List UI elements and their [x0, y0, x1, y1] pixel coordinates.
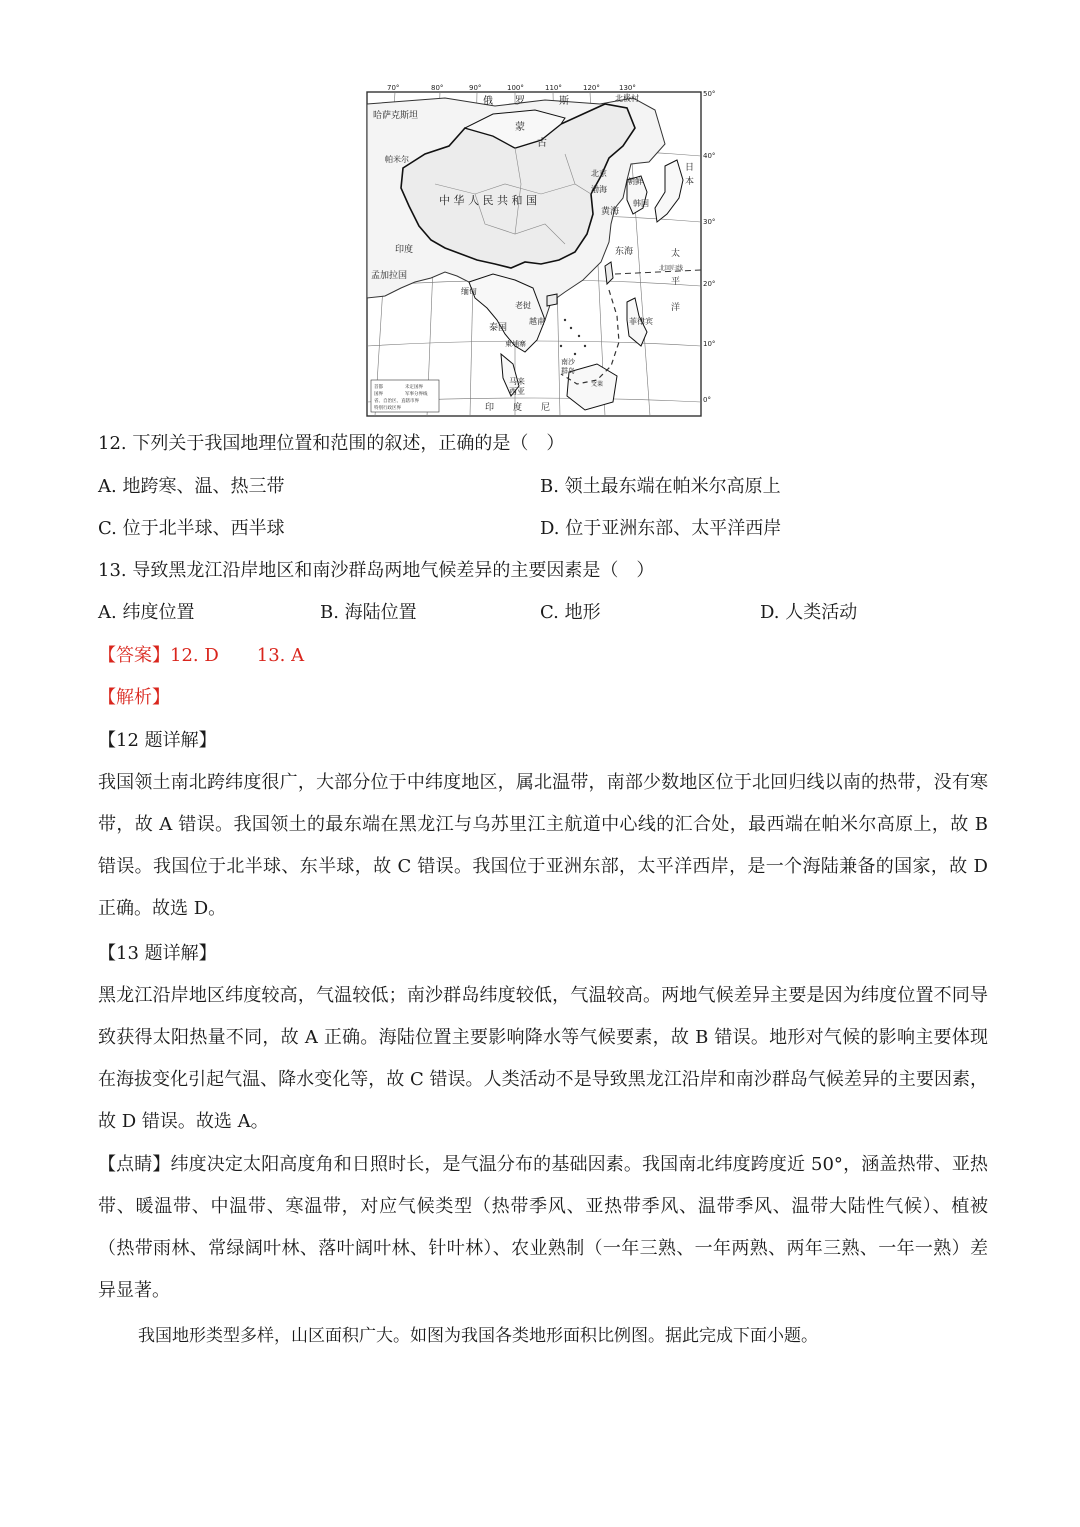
legend-item: 首都	[374, 385, 383, 390]
legend-item: 军事分界线	[405, 392, 428, 397]
map-label: 蒙	[515, 122, 525, 133]
lat-label: 20°	[703, 280, 715, 288]
lat-label: 50°	[703, 90, 715, 98]
q12-option-a: A. 地跨寒、温、热三带	[98, 476, 285, 497]
legend-item: 特别行政区界	[374, 406, 401, 411]
asia-map-figure	[365, 84, 715, 420]
map-label: 越南	[529, 317, 545, 326]
lon-label: 110°	[545, 84, 562, 92]
map-label: 北回归线	[659, 265, 684, 272]
answer-12: 12. D	[170, 645, 219, 666]
analysis-label: 【解析】	[98, 687, 170, 708]
map-label: 韩国	[633, 199, 649, 208]
answer-13: 13. A	[256, 645, 305, 666]
lat-label: 10°	[703, 340, 715, 348]
detail-12-label: 【12 题详解】	[98, 730, 217, 751]
map-label: 缅甸	[461, 287, 477, 296]
lon-label: 90°	[469, 84, 482, 92]
lon-label: 120°	[583, 84, 600, 92]
hainan-island	[547, 294, 557, 306]
map-label: 帕米尔	[385, 155, 409, 164]
lon-label: 80°	[431, 84, 444, 92]
lat-label: 0°	[703, 396, 711, 404]
detail-12-text: 我国领土南北跨纬度很广，大部分位于中纬度地区，属北温带，南部少数地区位于北回归线以南的热带，没有寒带，故 A 错误。我国领土的最东端在黑龙江与乌苏里江主航道中心线的汇合处，最西端在帕米尔高原上，故 B 错误。我国位于北半球、东半球，故 C 错误。我国位于亚洲东部，太平洋西岸，是一个海陆兼备的国家，故 D 正确。故选 D。	[98, 772, 988, 919]
question-12-stem: 12. 下列关于我国地理位置和范围的叙述，正确的是（ ）	[98, 433, 565, 454]
map-label: 尼	[541, 403, 551, 413]
map-label: 古	[537, 138, 547, 149]
lon-label: 130°	[619, 84, 636, 92]
map-label: 孟加拉国	[371, 271, 408, 281]
map-label: 哈萨克斯坦	[373, 111, 419, 121]
next-section-intro: 我国地形类型多样，山区面积广大。如图为我国各类地形面积比例图。据此完成下面小题。	[138, 1326, 818, 1346]
map-label: 北京	[591, 169, 607, 178]
map-label: 日	[685, 163, 695, 173]
map-label: 俄	[483, 96, 493, 107]
map-label: 洋	[671, 303, 681, 313]
map-label: 平	[671, 277, 681, 287]
map-label: 中 华 人 民 共 和 国	[439, 194, 537, 207]
map-label: 罗	[515, 96, 525, 107]
legend-item: 国界	[374, 392, 383, 397]
map-label: 北极村	[615, 94, 639, 103]
q12-option-c: C. 位于北半球、西半球	[98, 518, 285, 539]
map-label: 西亚	[509, 387, 525, 396]
q12-option-b: B. 领土最东端在帕米尔高原上	[540, 476, 781, 497]
map-label: 菲律宾	[629, 317, 653, 326]
map-label: 泰国	[489, 323, 508, 333]
map-label: 斯	[559, 96, 569, 107]
map-label: 渤海	[591, 185, 607, 194]
q13-option-a: A. 纬度位置	[98, 602, 195, 623]
map-label: 黄海	[601, 207, 620, 217]
lon-label: 100°	[507, 84, 524, 92]
answer-label: 【答案】	[98, 645, 170, 666]
map-label: 南沙	[561, 358, 575, 366]
map-label: 印度	[395, 245, 414, 255]
lat-label: 40°	[703, 152, 715, 160]
q12-option-d: D. 位于亚洲东部、太平洋西岸	[540, 518, 782, 539]
map-label: 柬埔寨	[505, 340, 526, 348]
lat-label: 30°	[703, 218, 715, 226]
question-13-stem: 13. 导致黑龙江沿岸地区和南沙群岛两地气候差异的主要因素是（ ）	[98, 560, 655, 581]
map-label: 度	[513, 403, 523, 413]
map-label: 太	[671, 249, 681, 259]
map-label: 东海	[615, 247, 634, 257]
legend-item: 未定国界	[405, 385, 423, 390]
q13-option-c: C. 地形	[540, 602, 601, 623]
detail-13-text: 黑龙江沿岸地区纬度较高，气温较低；南沙群岛纬度较低，气温较高。两地气候差异主要是因为纬度位置不同导致获得太阳热量不同，故 A 正确。海陆位置主要影响降水等气候要素，故 B 错误。地形对气候的影响主要体现在海拔变化引起气温、降水变化等，故 C 错误。人类活动不是导致黑龙江沿岸和南沙群岛气候差异的主要因素，故 D 错误。故选 A。	[98, 985, 988, 1132]
legend-item: 省、自治区、直辖市界	[374, 399, 419, 404]
map-label: 文莱	[591, 381, 604, 388]
map-label: 马来	[509, 377, 525, 386]
map-legend	[371, 380, 439, 412]
map-label: 印	[485, 403, 495, 413]
map-label: 群岛	[561, 367, 575, 375]
map-label: 本	[685, 177, 695, 187]
detail-13-label: 【13 题详解】	[98, 943, 217, 964]
lon-label: 70°	[387, 84, 400, 92]
q13-option-d: D. 人类活动	[760, 602, 858, 623]
tip-text: 【点睛】纬度决定太阳高度角和日照时长，是气温分布的基础因素。我国南北纬度跨度近 50°，涵盖热带、亚热带、暖温带、中温带、寒温带，对应气候类型（热带季风、亚热带季风、温带季风、温带大陆性气候）、植被（热带雨林、常绿阔叶林、落叶阔叶林、针叶林）、农业熟制（一年三熟、一年两熟、两年三熟、一年一熟）差异显著。	[98, 1154, 988, 1301]
q13-option-b: B. 海陆位置	[320, 602, 417, 623]
answer-line	[98, 643, 304, 669]
map-label: 朝鲜	[627, 177, 643, 186]
map-label: 老挝	[515, 301, 531, 310]
